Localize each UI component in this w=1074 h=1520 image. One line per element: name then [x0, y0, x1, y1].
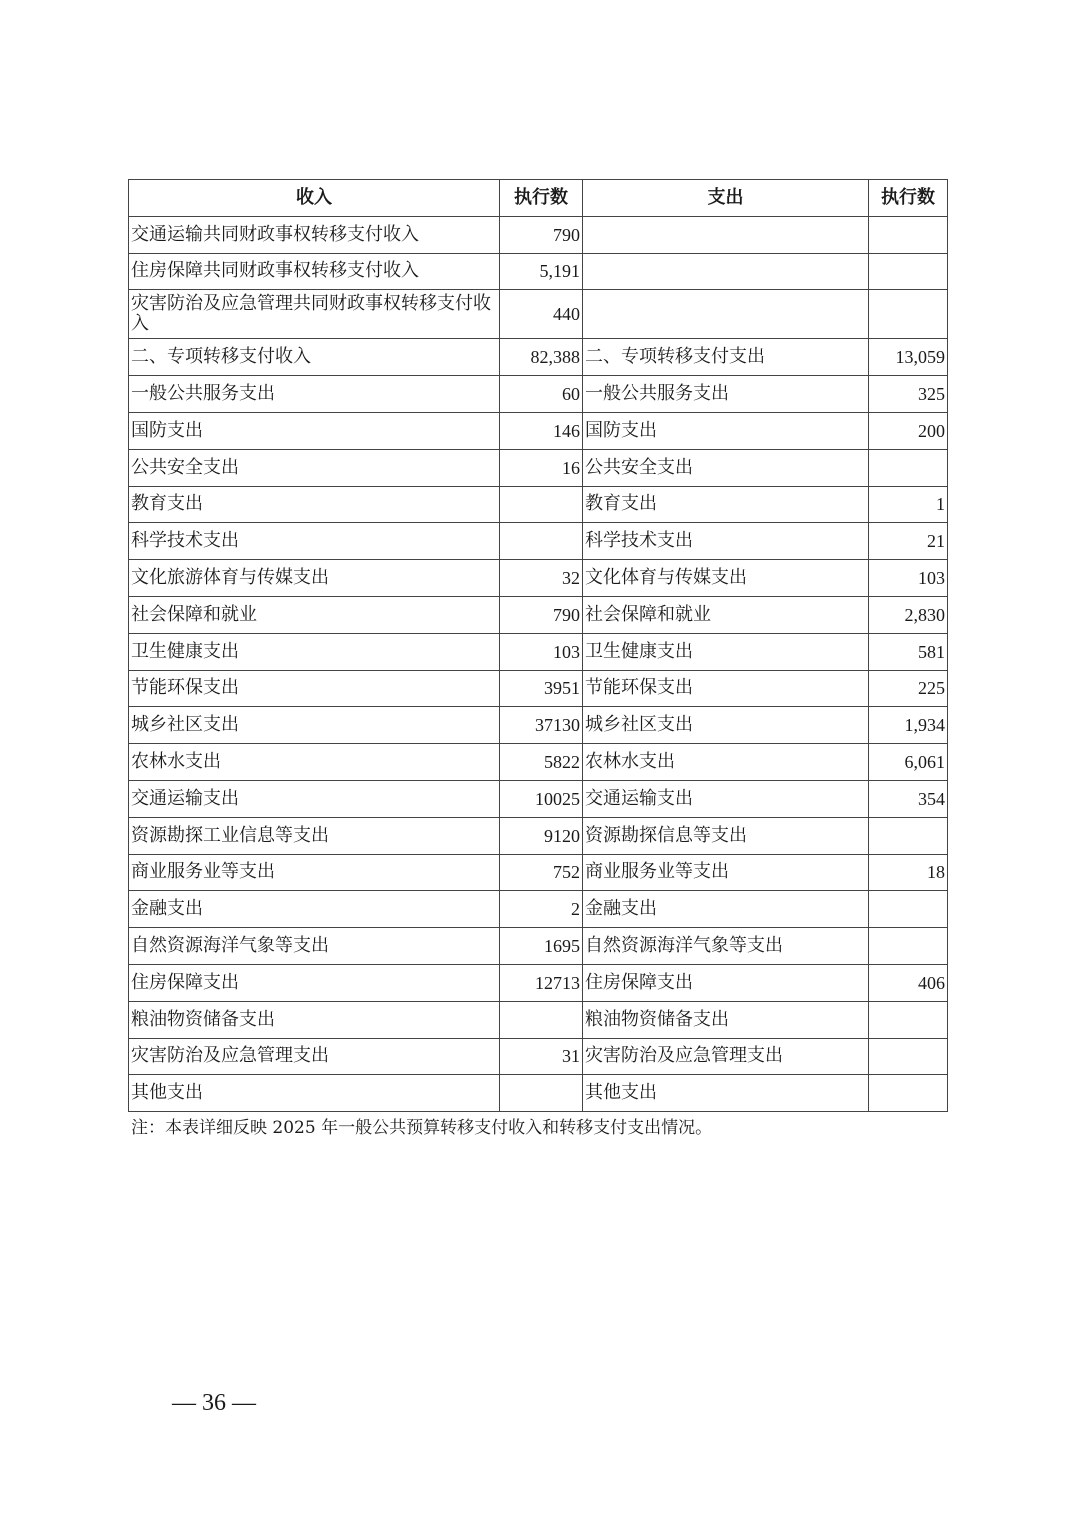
expense-item: 金融支出 — [583, 891, 869, 928]
expense-amount: 21 — [869, 523, 948, 560]
expense-amount — [869, 216, 948, 253]
table-row — [129, 744, 948, 781]
income-item: 灾害防治及应急管理支出 — [129, 1038, 500, 1075]
expense-item: 交通运输支出 — [583, 780, 869, 817]
income-header: 收入 — [129, 180, 500, 217]
income-item: 金融支出 — [129, 891, 500, 928]
expense-item: 其他支出 — [583, 1075, 869, 1112]
expense-amount-header: 执行数 — [869, 180, 948, 217]
expense-amount: 13,059 — [869, 339, 948, 376]
income-amount: 146 — [500, 412, 583, 449]
income-item: 国防支出 — [129, 412, 500, 449]
table-row — [129, 560, 948, 597]
expense-amount — [869, 253, 948, 290]
expense-item: 公共安全支出 — [583, 449, 869, 486]
income-amount — [500, 486, 583, 523]
expense-item: 自然资源海洋气象等支出 — [583, 928, 869, 965]
expense-amount — [869, 290, 948, 339]
table-row — [129, 412, 948, 449]
expense-item — [583, 216, 869, 253]
table-row — [129, 780, 948, 817]
income-amount — [500, 1001, 583, 1038]
expense-amount: 1,934 — [869, 707, 948, 744]
income-amount: 1695 — [500, 928, 583, 965]
expense-amount: 325 — [869, 376, 948, 413]
table-row — [129, 928, 948, 965]
table-row — [129, 670, 948, 707]
income-amount: 790 — [500, 216, 583, 253]
table-row — [129, 449, 948, 486]
expense-amount: 581 — [869, 633, 948, 670]
table-row — [129, 376, 948, 413]
income-item: 一般公共服务支出 — [129, 376, 500, 413]
income-item: 资源勘探工业信息等支出 — [129, 817, 500, 854]
expense-item: 农林水支出 — [583, 744, 869, 781]
income-item: 公共安全支出 — [129, 449, 500, 486]
expense-item: 国防支出 — [583, 412, 869, 449]
income-amount: 31 — [500, 1038, 583, 1075]
income-item: 文化旅游体育与传媒支出 — [129, 560, 500, 597]
expense-amount — [869, 1001, 948, 1038]
income-amount: 60 — [500, 376, 583, 413]
expense-amount: 1 — [869, 486, 948, 523]
income-amount: 9120 — [500, 817, 583, 854]
income-item: 住房保障共同财政事权转移支付收入 — [129, 253, 500, 290]
expense-item: 卫生健康支出 — [583, 633, 869, 670]
expense-item: 商业服务业等支出 — [583, 854, 869, 891]
expense-amount — [869, 449, 948, 486]
income-amount: 12713 — [500, 964, 583, 1001]
income-item: 灾害防治及应急管理共同财政事权转移支付收入 — [129, 290, 500, 339]
expense-amount: 18 — [869, 854, 948, 891]
income-amount: 82,388 — [500, 339, 583, 376]
table-row — [129, 891, 948, 928]
expense-amount: 103 — [869, 560, 948, 597]
income-amount — [500, 523, 583, 560]
table-header-row — [129, 180, 948, 217]
expense-item: 住房保障支出 — [583, 964, 869, 1001]
table-row — [129, 964, 948, 1001]
expense-item: 二、专项转移支付支出 — [583, 339, 869, 376]
table-row — [129, 1075, 948, 1112]
page-number: — 36 — — [172, 1390, 256, 1416]
income-amount: 5822 — [500, 744, 583, 781]
table-row — [129, 817, 948, 854]
expense-item: 科学技术支出 — [583, 523, 869, 560]
table-row — [129, 1038, 948, 1075]
income-item: 卫生健康支出 — [129, 633, 500, 670]
expense-item: 文化体育与传媒支出 — [583, 560, 869, 597]
income-item: 教育支出 — [129, 486, 500, 523]
income-amount: 37130 — [500, 707, 583, 744]
income-amount: 5,191 — [500, 253, 583, 290]
expense-item: 粮油物资储备支出 — [583, 1001, 869, 1038]
income-item: 住房保障支出 — [129, 964, 500, 1001]
expense-amount — [869, 817, 948, 854]
expense-item: 灾害防治及应急管理支出 — [583, 1038, 869, 1075]
expense-amount — [869, 891, 948, 928]
income-amount: 10025 — [500, 780, 583, 817]
expense-item: 一般公共服务支出 — [583, 376, 869, 413]
table-row — [129, 707, 948, 744]
expense-item: 城乡社区支出 — [583, 707, 869, 744]
table-row — [129, 854, 948, 891]
income-item: 城乡社区支出 — [129, 707, 500, 744]
expense-item: 教育支出 — [583, 486, 869, 523]
income-item: 粮油物资储备支出 — [129, 1001, 500, 1038]
income-amount: 790 — [500, 596, 583, 633]
income-item: 节能环保支出 — [129, 670, 500, 707]
expense-item — [583, 290, 869, 339]
expense-amount: 200 — [869, 412, 948, 449]
table-row — [129, 253, 948, 290]
expense-amount — [869, 1075, 948, 1112]
expense-amount — [869, 928, 948, 965]
income-item: 自然资源海洋气象等支出 — [129, 928, 500, 965]
table-row — [129, 596, 948, 633]
income-amount: 103 — [500, 633, 583, 670]
income-item: 交通运输共同财政事权转移支付收入 — [129, 216, 500, 253]
income-item: 商业服务业等支出 — [129, 854, 500, 891]
table-row — [129, 1001, 948, 1038]
income-amount: 752 — [500, 854, 583, 891]
expense-amount: 6,061 — [869, 744, 948, 781]
expense-amount: 2,830 — [869, 596, 948, 633]
expense-amount: 354 — [869, 780, 948, 817]
expense-item: 资源勘探信息等支出 — [583, 817, 869, 854]
income-item: 农林水支出 — [129, 744, 500, 781]
income-item: 社会保障和就业 — [129, 596, 500, 633]
income-amount: 440 — [500, 290, 583, 339]
income-amount — [500, 1075, 583, 1112]
table-row — [129, 633, 948, 670]
income-amount: 2 — [500, 891, 583, 928]
income-amount-header: 执行数 — [500, 180, 583, 217]
table-row — [129, 216, 948, 253]
income-amount: 32 — [500, 560, 583, 597]
expense-item: 节能环保支出 — [583, 670, 869, 707]
income-amount: 16 — [500, 449, 583, 486]
expense-amount — [869, 1038, 948, 1075]
income-amount: 3951 — [500, 670, 583, 707]
income-item: 二、专项转移支付收入 — [129, 339, 500, 376]
table-row — [129, 339, 948, 376]
income-item: 其他支出 — [129, 1075, 500, 1112]
table-row — [129, 523, 948, 560]
expense-item: 社会保障和就业 — [583, 596, 869, 633]
table-row — [129, 290, 948, 339]
expense-amount: 406 — [869, 964, 948, 1001]
expense-amount: 225 — [869, 670, 948, 707]
income-item: 科学技术支出 — [129, 523, 500, 560]
transfer-payment-table — [128, 179, 948, 1112]
table-note: 注：本表详细反映 2025 年一般公共预算转移支付收入和转移支付支出情况。 — [131, 1118, 713, 1138]
income-item: 交通运输支出 — [129, 780, 500, 817]
expense-header: 支出 — [583, 180, 869, 217]
table-row — [129, 486, 948, 523]
expense-item — [583, 253, 869, 290]
